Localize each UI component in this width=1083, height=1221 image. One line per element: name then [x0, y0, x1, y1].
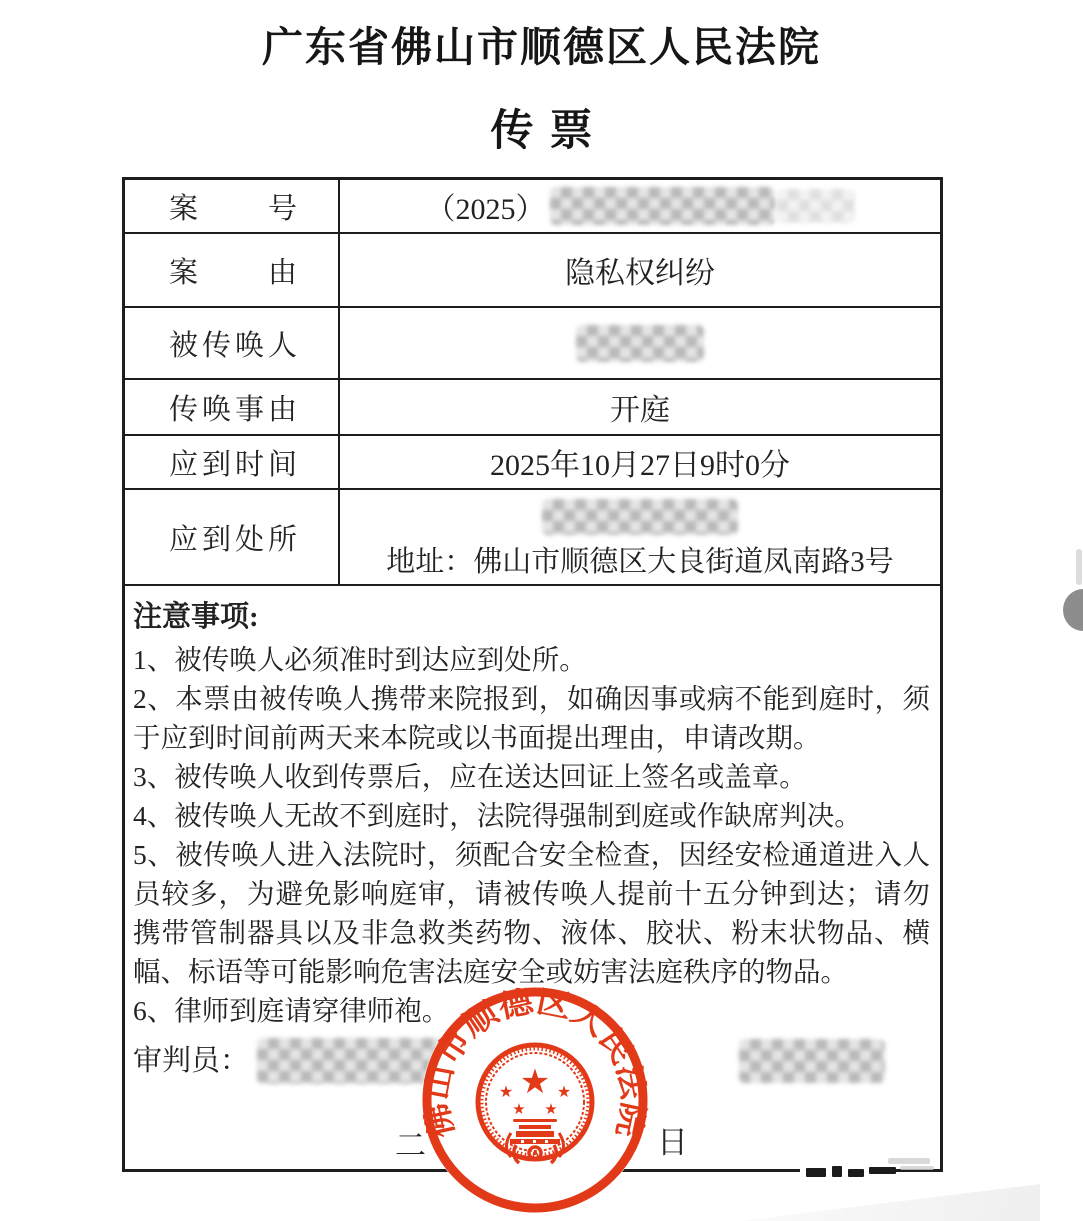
appear-time-label-cell	[125, 436, 340, 488]
emblem-big-star-icon: ★	[519, 1064, 551, 1101]
table-row-case-number	[125, 180, 940, 234]
watermark-remnant-faint	[888, 1158, 930, 1164]
emblem-small-star-icon: ★	[556, 1084, 572, 1101]
emblem-small-star-icon: ★	[512, 1102, 526, 1118]
case-number-value-cell	[340, 180, 940, 232]
appear-place-label-cell	[125, 490, 340, 584]
appear-place-value-cell	[340, 490, 940, 584]
redaction-appear-place	[542, 499, 738, 535]
summon-reason-label: 传唤事由	[169, 393, 297, 426]
redaction-case-number	[550, 187, 775, 225]
note-item-5: 5、被传唤人进入法院时，须配合安全检查，因经安检通道进入人员较多，为避免影响庭审，请被传唤人提前十五分钟到达；请勿携带管制器具以及非急救类药物、液体、胶状、粉末状物品、横幅、标语等可能影响危害法庭安全或妨害法庭秩序的物品。	[133, 839, 930, 987]
court-name-title: 广东省佛山市顺德区人民法院	[262, 24, 821, 70]
summoned-person-label-cell	[125, 308, 340, 378]
notes-heading: 注意事项:	[133, 601, 259, 633]
cause-value: 隐私权纠纷	[565, 257, 715, 290]
cause-label: 案由	[169, 256, 297, 289]
table-row-summoned-person	[125, 308, 940, 380]
judge-label: 审判员：	[133, 1044, 250, 1077]
note-item-2: 2、本票由被传唤人携带来院报到，如确因事或病不能到庭时，须于应到时间前两天来本院或以书面提出理由，申请改期。	[133, 683, 930, 753]
date-char-left: 二	[395, 1128, 426, 1163]
case-number-label: 案号	[169, 192, 297, 225]
scroll-indicator[interactable]	[1076, 549, 1082, 585]
redaction-summoned-person	[576, 325, 704, 362]
watermark-remnant	[848, 1169, 864, 1177]
case-number-prefix: （2025）	[425, 193, 546, 226]
summon-reason-label-cell	[125, 380, 340, 434]
case-number-label-cell	[125, 180, 340, 232]
appear-time-label: 应到时间	[169, 448, 297, 481]
document-type-title: 传票	[490, 108, 609, 155]
note-item-4: 4、被传唤人无故不到庭时，法院得强制到庭或作缺席判决。	[133, 800, 862, 831]
court-seal	[415, 984, 655, 1218]
summon-reason-value: 开庭	[610, 394, 670, 427]
cause-label-cell	[125, 234, 340, 306]
seal-arc-text: 佛山市顺德区人民法院	[418, 984, 652, 1141]
appear-place-label: 应到处所	[169, 523, 297, 556]
edge-handle[interactable]	[1063, 589, 1083, 631]
table-row-appear-time	[125, 436, 940, 490]
note-item-6: 6、律师到庭请穿律师袍。	[133, 995, 450, 1026]
emblem-small-star-icon: ★	[544, 1102, 558, 1118]
watermark-remnant	[832, 1166, 842, 1177]
summoned-person-value-cell	[340, 308, 940, 378]
watermark-remnant	[869, 1167, 896, 1174]
watermark-remnant-faint	[900, 1166, 934, 1170]
appear-place-address: 地址：佛山市顺德区大良街道凤南路3号	[386, 545, 894, 578]
redaction-contact	[739, 1039, 885, 1083]
date-char-right: 日	[657, 1125, 688, 1160]
watermark-remnant	[806, 1168, 826, 1177]
note-item-3: 3、被传唤人收到传票后，应在送达回证上签名或盖章。	[133, 761, 807, 792]
note-item-1: 1、被传唤人必须准时到达应到处所。	[133, 644, 587, 675]
table-row-summon-reason	[125, 380, 940, 436]
appear-time-value: 2025年10月27日9时0分	[490, 449, 790, 482]
table-row-cause	[125, 234, 940, 308]
summoned-person-label: 被传唤人	[169, 329, 297, 362]
emblem-small-star-icon: ★	[498, 1084, 514, 1101]
table-row-appear-place	[125, 490, 940, 586]
redaction-case-number-fade	[777, 189, 855, 223]
scan-shadow	[740, 1180, 1040, 1221]
